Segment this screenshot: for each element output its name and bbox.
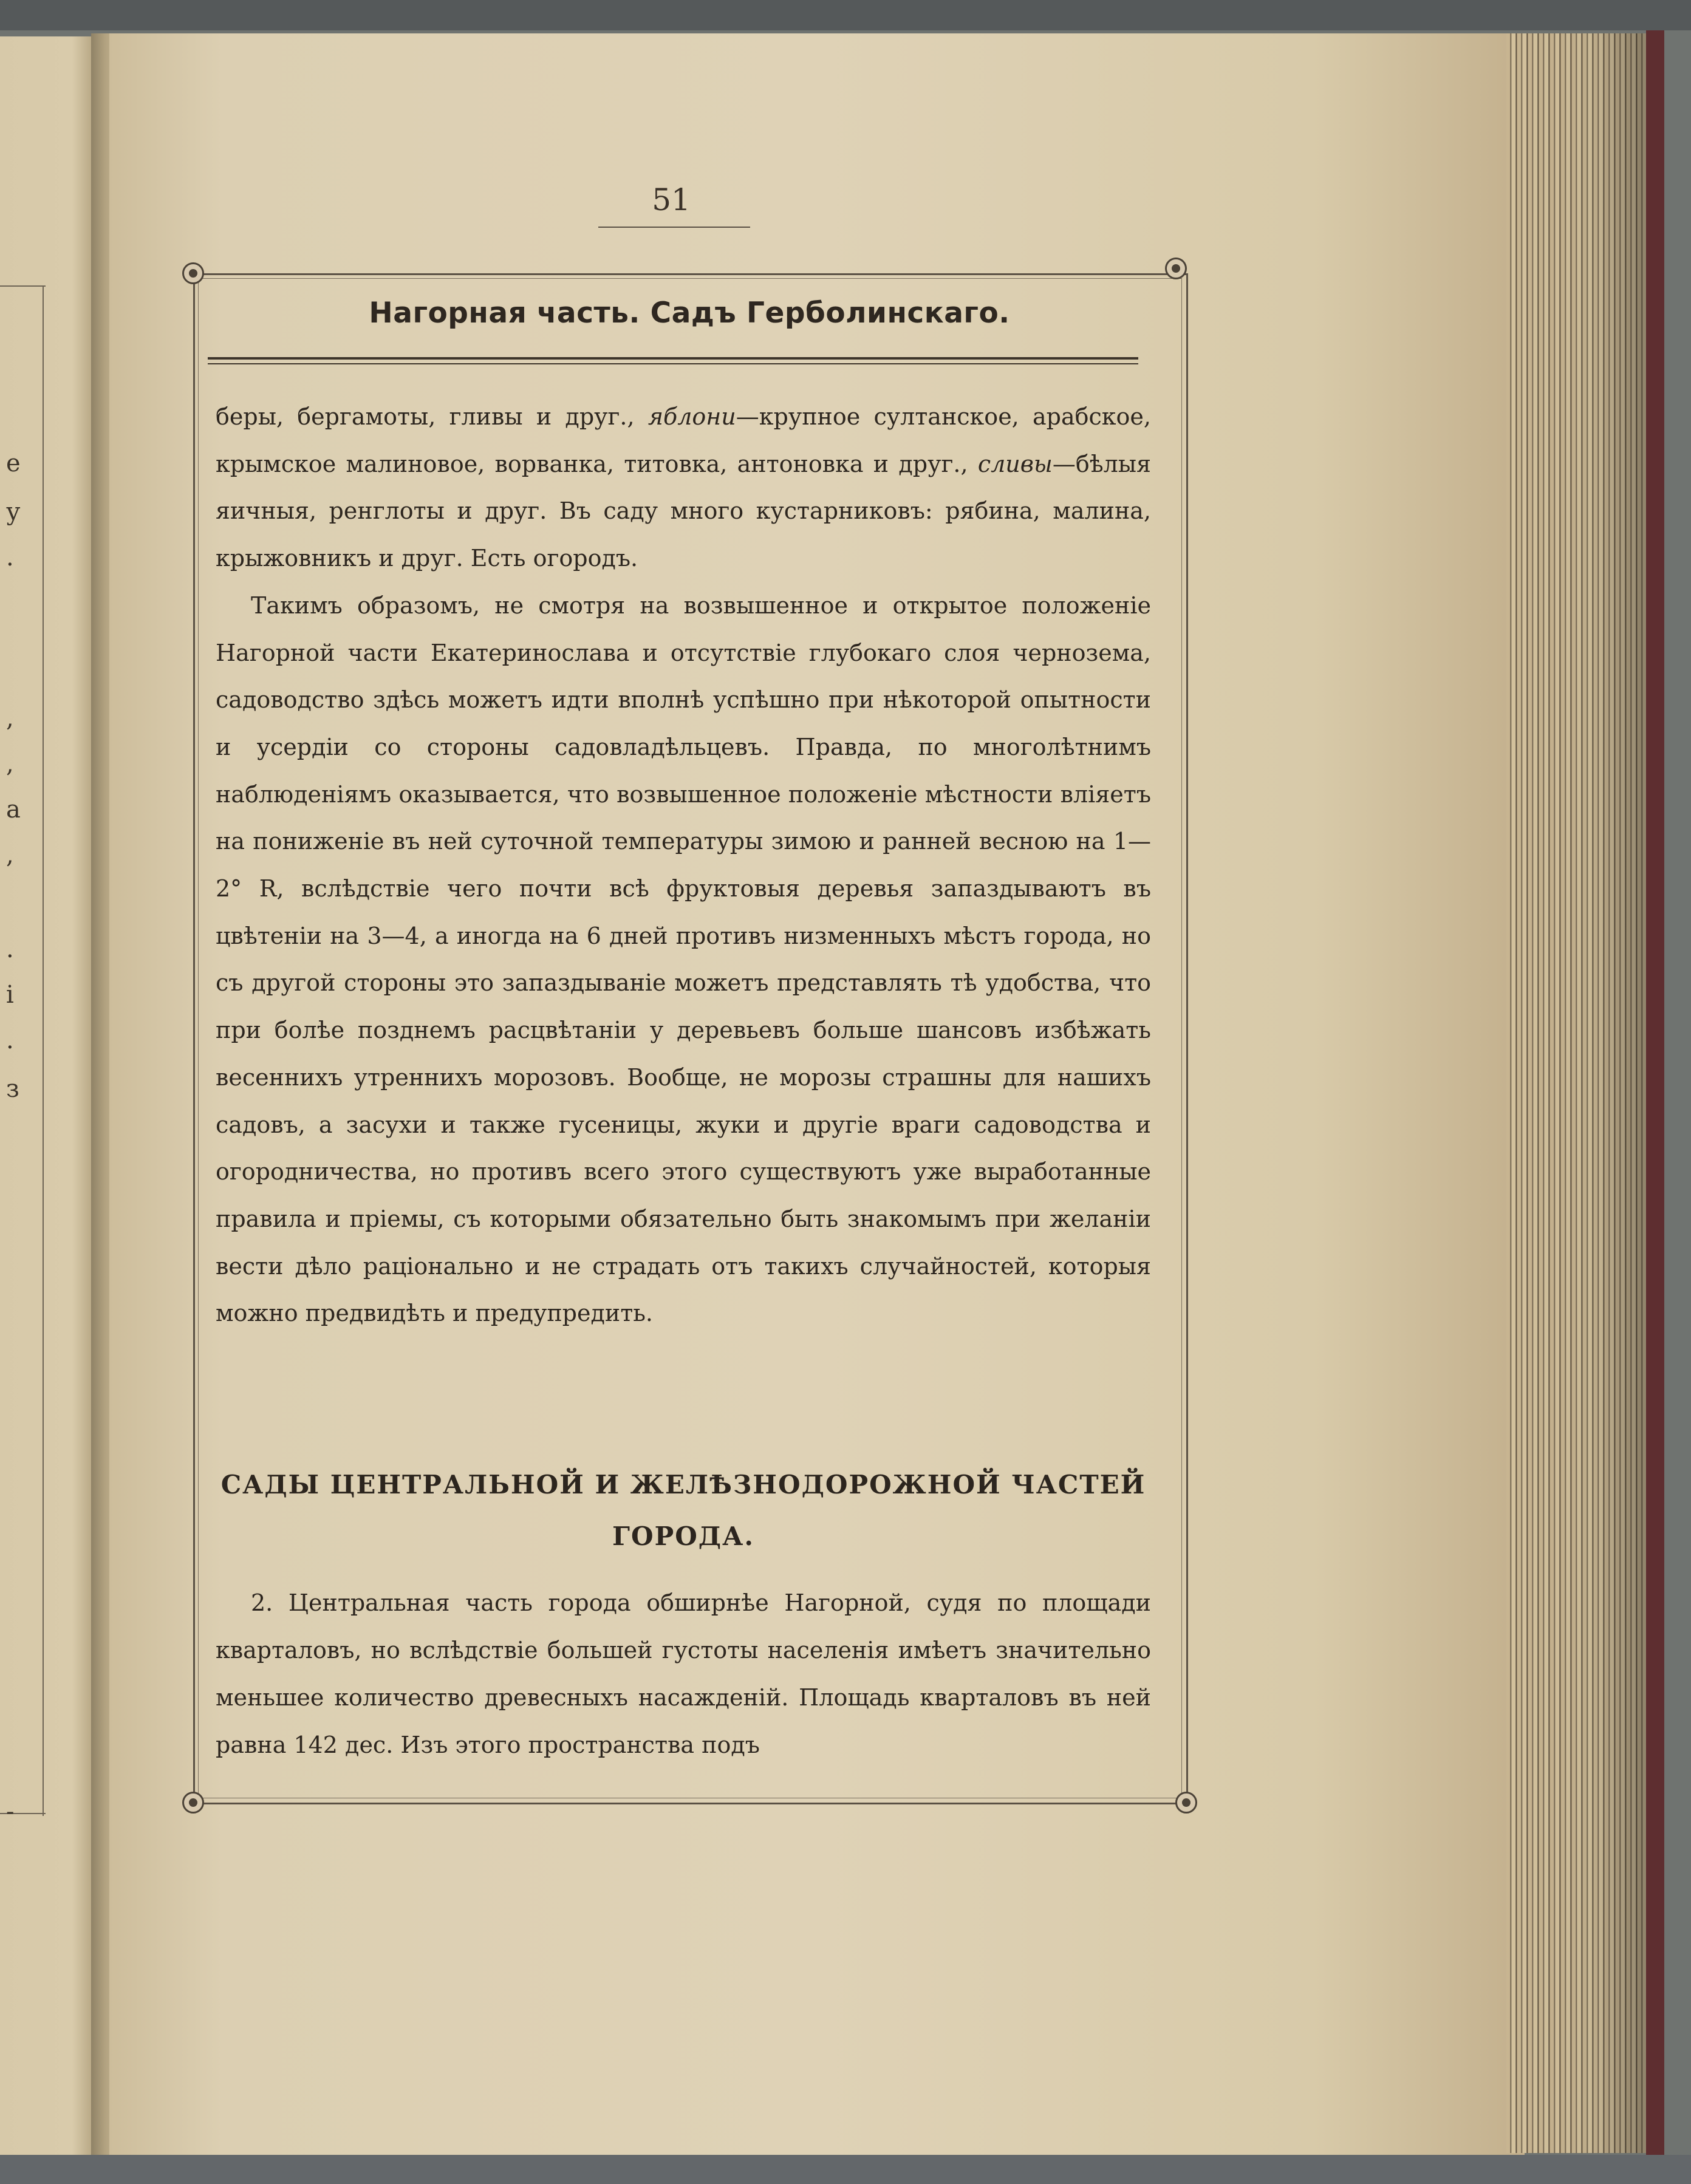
header-rule	[208, 363, 1138, 364]
body-text-continued	[216, 1579, 1151, 1769]
frame-corner-ornament	[1165, 258, 1187, 279]
section-heading-line-2: ГОРОДА.	[612, 1521, 754, 1551]
book-cover-edge	[1646, 30, 1664, 2156]
left-page-fragment: .	[6, 1026, 14, 1054]
left-page-frame-top	[0, 285, 46, 287]
left-page-fragment: ,	[6, 841, 14, 869]
section-heading	[216, 1459, 1151, 1562]
left-page-fragment: .	[6, 935, 14, 963]
left-page-fragment: ,	[6, 750, 14, 778]
frame-corner-ornament	[1175, 1792, 1197, 1814]
paragraph-3: 2. Центральная часть города обширнѣе Нагорной, судя по площади кварталовъ, но вслѣдствіе большей густоты населенія имѣетъ значительно меньшее количество древесныхъ насажденій. Площадь кварталовъ въ ней равна 142 дес. Изъ этого пространства подъ	[216, 1589, 1151, 1758]
italic-term-plums: сливы	[977, 450, 1053, 477]
italic-term-apples: яблони	[647, 403, 736, 430]
left-page-fragment: у	[6, 498, 21, 526]
scan-background-bottom	[0, 2155, 1691, 2184]
paragraph-1: беры, бергамоты, гливы и друг., яблони—крупное султанское, арабское, крымское малиновое, ворванка, титовка, антоновка и друг., сливы—бѣлыя яичныя, ренглоты и друг. Въ саду много кустарниковъ: рябина, малина, крыжовникъ и друг. Есть огородъ.	[216, 403, 1152, 572]
running-header: Нагорная часть. Садъ Герболинскаго.	[369, 296, 1010, 330]
left-page-fragment: -	[6, 1798, 15, 1826]
left-page-fragment: а	[6, 796, 21, 824]
frame-corner-ornament	[182, 1792, 204, 1814]
left-page-fragment: і	[6, 981, 14, 1009]
body-text	[216, 394, 1151, 1337]
page-number-rule	[598, 227, 750, 228]
left-page-frame-line	[43, 285, 44, 1816]
header-rule	[208, 357, 1138, 360]
paragraph-2: Такимъ образомъ, не смотря на возвышенное и открытое положеніе Нагорной части Екатеринослава и отсутствіе глубокаго слоя чернозема, садоводство здѣсь можетъ идти вполнѣ успѣшно при нѣкоторой опытности и усердіи со стороны садовладѣльцевъ. Правда, по многолѣтнимъ наблюденіямъ оказывается, что возвышенное положеніе мѣстности вліяетъ на пониженіе въ ней суточной температуры зимою и ранней весною на 1—2° R, вслѣдствіе чего почти всѣ фруктовыя деревья запаздываютъ въ цвѣтеніи на 3—4, а иногда на 6 дней противъ низменныхъ мѣстъ города, но съ другой стороны это запаздываніе можетъ представлять тѣ удобства, что при болѣе позднемъ расцвѣтаніи у деревьевъ больше шансовъ избѣжать весеннихъ утреннихъ морозовъ. Вообще, не морозы страшны для нашихъ садовъ, а засухи и также гусеницы, жуки и другіе враги садоводства и огородничества, но противъ всего этого существуютъ уже выработанные правила и пріемы, съ которыми обязательно быть знакомымъ при желаніи вести дѣло раціонально и не страдать отъ такихъ случайностей, которыя можно предвидѣть и предупредить.	[216, 592, 1151, 1327]
section-heading-line-1: САДЫ ЦЕНТРАЛЬНОЙ И ЖЕЛѢЗНОДОРОЖНОЙ ЧАСТЕЙ	[220, 1470, 1146, 1500]
left-page-fragment: з	[6, 1075, 19, 1103]
left-page-fragment: ,	[6, 705, 14, 732]
frame-corner-ornament	[182, 262, 204, 284]
page-number: 51	[652, 182, 691, 217]
left-page-fragment: е	[6, 449, 21, 477]
page-stack-shadow	[1506, 33, 1652, 2153]
left-page-fragment: .	[6, 544, 14, 572]
scan-background-top	[0, 0, 1691, 30]
